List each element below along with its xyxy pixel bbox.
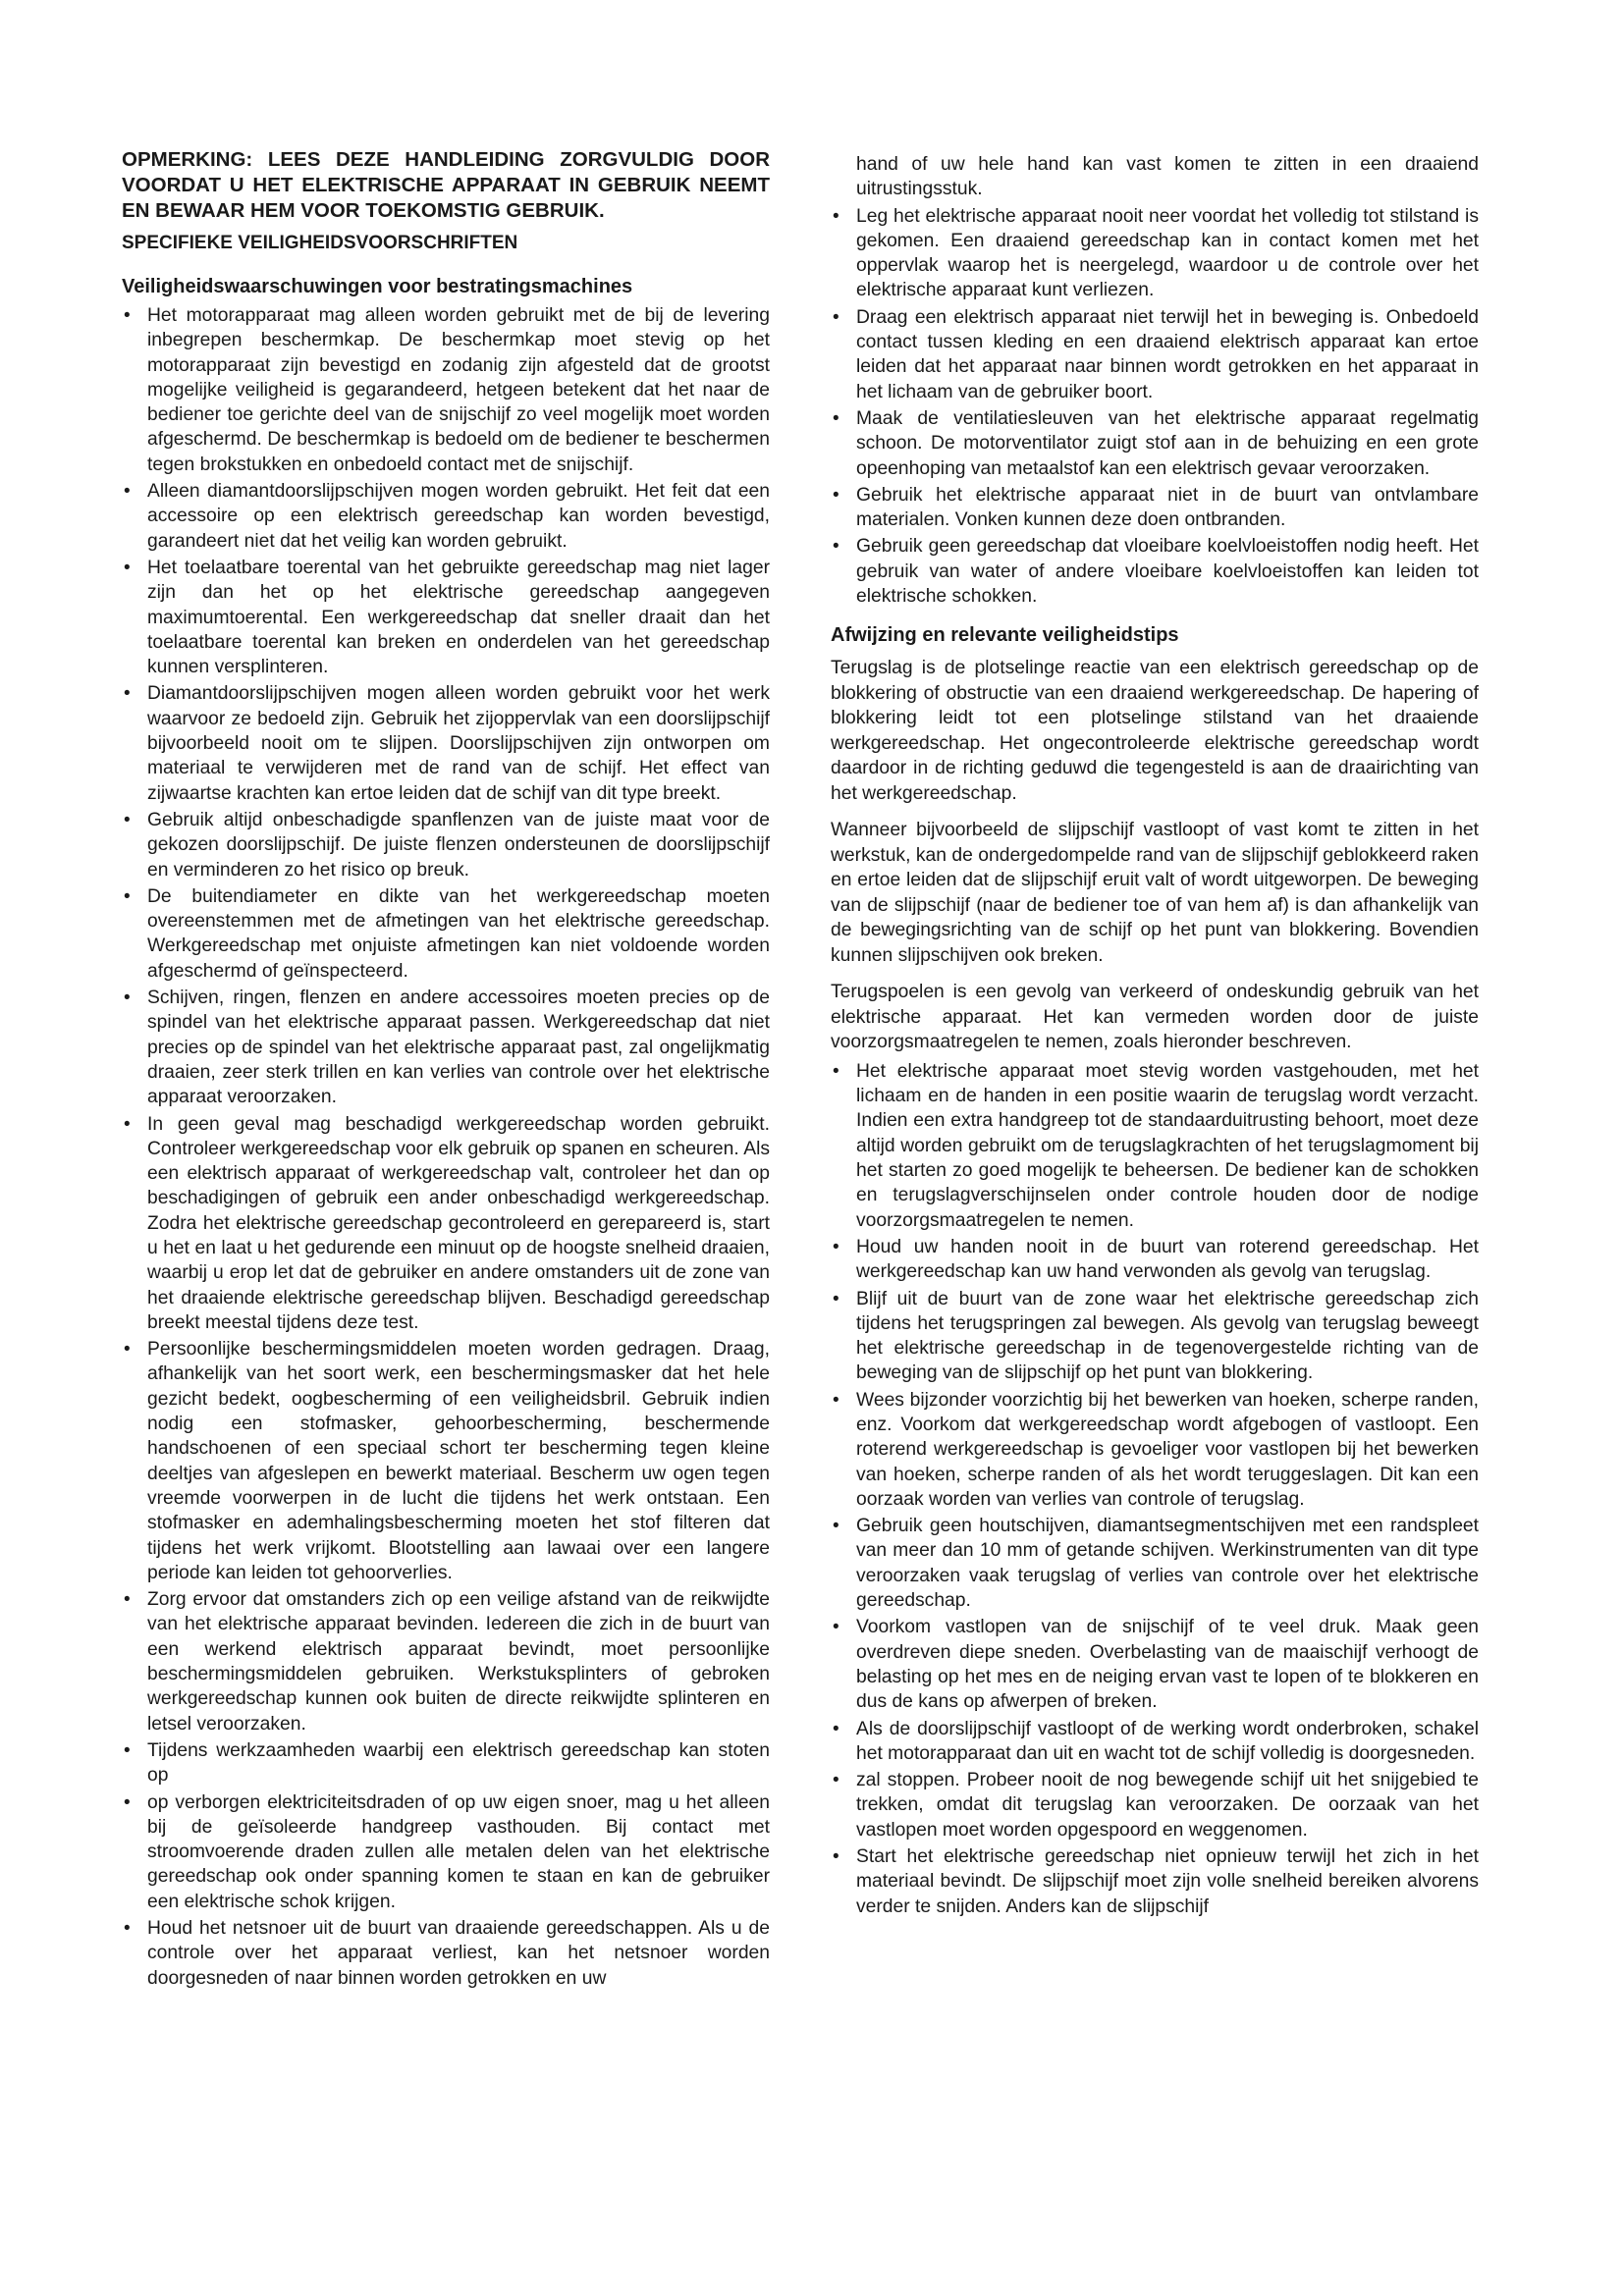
notice-heading: OPMERKING: LEES DEZE HANDLEIDING ZORGVULDIG DOOR VOORDAT U HET ELEKTRISCHE APPARAAT IN GEBRUIK NEEMT EN BEWAAR HEM VOOR TOEKOMSTIG GEBRUIK.: [122, 148, 770, 222]
section-heading-kickback: Afwijzing en relevante veiligheidstips: [831, 624, 1179, 647]
list-item: • Houd uw handen nooit in de buurt van roterend gereedschap. Het werkgereedschap kan uw hand verwonden als gevolg van terugslag.: [831, 1235, 1479, 1285]
list-item: • Persoonlijke beschermingsmiddelen moeten worden gedragen. Draag, afhankelijk van het soort werk, een beschermingsmasker dat het hele gezicht bedekt, oogbescherming of een veiligheidsbril. Gebruik indien nodig een stofmasker, gehoorbescherming, beschermende handschoenen of een speciaal schort ter bescherming tegen kleine deeltjes van afgeslepen en bewerkt materiaal. Bescherm uw ogen tegen vreemde voorwerpen in de lucht die tijdens het werk ontstaan. Een stofmasker en ademhalingsbescherming moeten het stof filteren dat tijdens het werk vrijkomt. Blootstelling aan lawaai over een langere periode kan leiden tot gehoorverlies.: [122, 1337, 770, 1585]
list-item-continuation: hand of uw hele hand kan vast komen te zitten in een draaiend uitrustingsstuk.: [856, 154, 1479, 200]
list-item: • Leg het elektrische apparaat nooit neer voordat het volledig tot stilstand is gekomen. Een draaiend gereedschap kan in contact komen met het oppervlak waarop het is neergelegd, waardoor u de controle over het elektrische apparaat kunt verliezen.: [831, 204, 1479, 303]
list-item: • Blijf uit de buurt van de zone waar het elektrische gereedschap zich tijdens het terugspringen zal bewegen. Als gevolg van terugslag beweegt het elektrische gereedschap in de tegenovergestelde richting van de beweging van de slijpschijf op het punt van blokkering.: [831, 1287, 1479, 1386]
list-item: • In geen geval mag beschadigd werkgereedschap worden gebruikt. Controleer werkgereedschap voor elk gebruik op spanen en scheuren. Als een elektrisch apparaat of werkgereedschap valt, controleer het dan op beschadigingen of gebruik een ander onbeschadigd werkgereedschap. Zodra het elektrische gereedschap gecontroleerd en gerepareerd is, start u het en laat u het gedurende een minuut op de hoogste snelheid draaien, waarbij u erop let dat de gebruiker en andere omstanders uit de zone van het draaiende elektrische gereedschap blijven. Beschadigd gereedschap breekt meestal tijdens deze test.: [122, 1112, 770, 1336]
list-item: • Als de doorslijpschijf vastloopt of de werking wordt onderbroken, schakel het motorapparaat dan uit en wacht tot de schijf volledig is doorgesneden.: [831, 1717, 1479, 1767]
list-item: • Start het elektrische gereedschap niet opnieuw terwijl het zich in het materiaal bevindt. De slijpschijf moet zijn volle snelheid bereiken alvorens verder te snijden. Anders kan de slijpschijf: [831, 1844, 1479, 1919]
list-item: • Het motorapparaat mag alleen worden gebruikt met de bij de levering inbegrepen beschermkap. De beschermkap moet stevig op het motorapparaat zijn bevestigd en zodanig zijn afgesteld dat de grootst mogelijke veiligheid is gegarandeerd, hetgeen betekent dat het naar de bediener toe gerichte deel van de snijschijf zo veel mogelijk moet worden afgeschermd. De beschermkap is bedoeld om de bediener te beschermen tegen brokstukken en onbedoeld contact met de snijschijf.: [122, 303, 770, 477]
list-item: • Tijdens werkzaamheden waarbij een elektrisch gereedschap kan stoten op: [122, 1738, 770, 1789]
list-item: • Maak de ventilatiesleuven van het elektrische apparaat regelmatig schoon. De motorventilator zuigt stof aan in de behuizing en een grote opeenhoping van metaalstof kan een elektrisch gevaar veroorzaken.: [831, 406, 1479, 481]
list-item: • zal stoppen. Probeer nooit de nog bewegende schijf uit het snijgebied te trekken, omdat dit terugslag kan veroorzaken. De oorzaak van het vastlopen moet worden opgespoord en weggenomen.: [831, 1768, 1479, 1842]
section-heading-paving-machines: Veiligheidswaarschuwingen voor bestratingsmachines: [122, 276, 633, 297]
list-item: • Houd het netsnoer uit de buurt van draaiende gereedschappen. Als u de controle over het apparaat verliest, kan het netsnoer worden doorgesneden of naar binnen worden getrokken en uw: [122, 1916, 770, 1991]
list-item: • Wees bijzonder voorzichtig bij het bewerken van hoeken, scherpe randen, enz. Voorkom dat werkgereedschap wordt afgebogen of vastloopt. Een roterend werkgereedschap is gevoeliger voor vastlopen bij het bewerken van hoeken, scherpe randen of als het wordt teruggeslagen. Dit kan een oorzaak worden van verlies van controle of terugslag.: [831, 1388, 1479, 1512]
list-item: • op verborgen elektriciteitsdraden of op uw eigen snoer, mag u het alleen bij de geïsoleerde handgreep vasthouden. Bij contact met stroomvoerende draden zullen alle metalen delen van het elektrische gereedschap ook onder spanning komen te staan en kan de gebruiker een elektrische schok krijgen.: [122, 1790, 770, 1914]
safety-list: [122, 303, 770, 1991]
right-column: [831, 152, 1479, 1921]
left-column: [122, 147, 770, 1993]
list-item: • Gebruik het elektrische apparaat niet in de buurt van ontvlambare materialen. Vonken kunnen deze doen ontbranden.: [831, 483, 1479, 533]
safety-list-continued: [831, 152, 1479, 609]
list-item: • De buitendiameter en dikte van het werkgereedschap moeten overeenstemmen met de afmetingen van het elektrische gereedschap. Werkgereedschap met onjuiste afmetingen kan niet voldoende worden afgeschermd of geïnspecteerd.: [122, 884, 770, 984]
list-item: • Het elektrische apparaat moet stevig worden vastgehouden, met het lichaam en de handen in een positie waarin de terugslag wordt verzacht. Indien een extra handgreep tot de standaarduitrusting behoort, moet deze altijd worden gebruikt om de terugslagkrachten of het terugslagmoment bij het starten zo goed mogelijk te beheersen. De bediener kan de schokken en terugslagverschijnselen onder controle houden door de nodige voorzorgsmaatregelen te nemen.: [831, 1059, 1479, 1233]
list-item: • Het toelaatbare toerental van het gebruikte gereedschap mag niet lager zijn dan het op het elektrische gereedschap aangegeven maximumtoerental. Een werkgereedschap dat sneller draait dan het toelaatbare toerental kan breken en onderdelen van het gereedschap kunnen versplinteren.: [122, 556, 770, 679]
list-item: • Alleen diamantdoorslijpschijven mogen worden gebruikt. Het feit dat een accessoire op een elektrisch gereedschap kan worden bevestigd, garandeert niet dat het veilig kan worden gebruikt.: [122, 479, 770, 554]
kickback-list: [831, 1059, 1479, 1919]
list-item: • Gebruik altijd onbeschadigde spanflenzen van de juiste maat voor de gekozen doorslijpschijf. De juiste flenzen ondersteunen de doorslijpschijf en verminderen zo het risico op breuk.: [122, 808, 770, 882]
list-item: • Gebruik geen gereedschap dat vloeibare koelvloeistoffen nodig heeft. Het gebruik van water of andere vloeibare koelvloeistoffen kan leiden tot elektrische schokken.: [831, 534, 1479, 609]
list-item: • Diamantdoorslijpschijven mogen alleen worden gebruikt voor het werk waarvoor ze bedoeld zijn. Gebruik het zijoppervlak van een doorslijpschijf bijvoorbeeld nooit om te slijpen. Doorslijpschijven zijn ontworpen om materiaal te verwijderen met de rand van de schijf. Het effect van zijwaartse krachten kan ertoe leiden dat de schijf van dit type breekt.: [122, 681, 770, 805]
list-item: • Zorg ervoor dat omstanders zich op een veilige afstand van de reikwijdte van het elektrische apparaat bevinden. Iedereen die zich in de buurt van een werkend elektrisch apparaat bevindt, moet persoonlijke beschermingsmiddelen gebruiken. Werkstuksplinters of gebroken werkgereedschap kunnen ook buiten de directe reikwijdte splinteren en letsel veroorzaken.: [122, 1587, 770, 1736]
list-item: • Draag een elektrisch apparaat niet terwijl het in beweging is. Onbedoeld contact tussen kleding en een draaiend elektrisch apparaat kan ertoe leiden dat het apparaat naar binnen wordt getrokken en het apparaat in het lichaam van de gebruiker boort.: [831, 305, 1479, 404]
list-item: • Gebruik geen houtschijven, diamantsegmentschijven met een randspleet van meer dan 10 mm of getande schijven. Werkinstrumenten van dit type veroorzaken vaak terugslag of verlies van controle over het elektrische gereedschap.: [831, 1514, 1479, 1613]
paragraph: Wanneer bijvoorbeeld de slijpschijf vastloopt of vast komt te zitten in het werkstuk, kan de ondergedompelde rand van de slijpschijf geblokkeerd raken en ertoe leiden dat de slijpschijf eruit valt of wordt uitgeworpen. De beweging van de slijpschijf (naar de bediener toe of van hem af) is dan afhankelijk van de bewegingsrichting van de schijf op het punt van blokkering. Bovendien kunnen slijpschijven ook breken.: [831, 820, 1479, 966]
list-item: • Voorkom vastlopen van de snijschijf of te veel druk. Maak geen overdreven diepe sneden. Overbelasting van de maaischijf verhoogt de belasting op het mes en de neiging ervan vast te lopen of te blokkeren en dus de kans op afwerpen of breken.: [831, 1615, 1479, 1714]
specific-safety-title: SPECIFIEKE VEILIGHEIDSVOORSCHRIFTEN: [122, 233, 518, 253]
paragraph: Terugspoelen is een gevolg van verkeerd of ondeskundig gebruik van het elektrische apparaat. Het kan vermeden worden door de juiste voorzorgsmaatregelen te nemen, zoals hieronder beschreven.: [831, 982, 1479, 1053]
list-item: • Schijven, ringen, flenzen en andere accessoires moeten precies op de spindel van het elektrische apparaat passen. Werkgereedschap dat niet precies op de spindel van het elektrische apparaat past, zal ongelijkmatig draaien, zeer sterk trillen en kan verlies van controle over het elektrische apparaat veroorzaken.: [122, 986, 770, 1109]
paragraph: Terugslag is de plotselinge reactie van een elektrisch gereedschap op de blokkering of obstructie van een draaiend werkgereedschap. De hapering of blokkering leidt tot een plotselinge stilstand van het draaiende werkgereedschap. Het ongecontroleerde elektrische gereedschap wordt daardoor in de richting geduwd die tegengesteld is aan de draairichting van het werkgereedschap.: [831, 658, 1479, 804]
